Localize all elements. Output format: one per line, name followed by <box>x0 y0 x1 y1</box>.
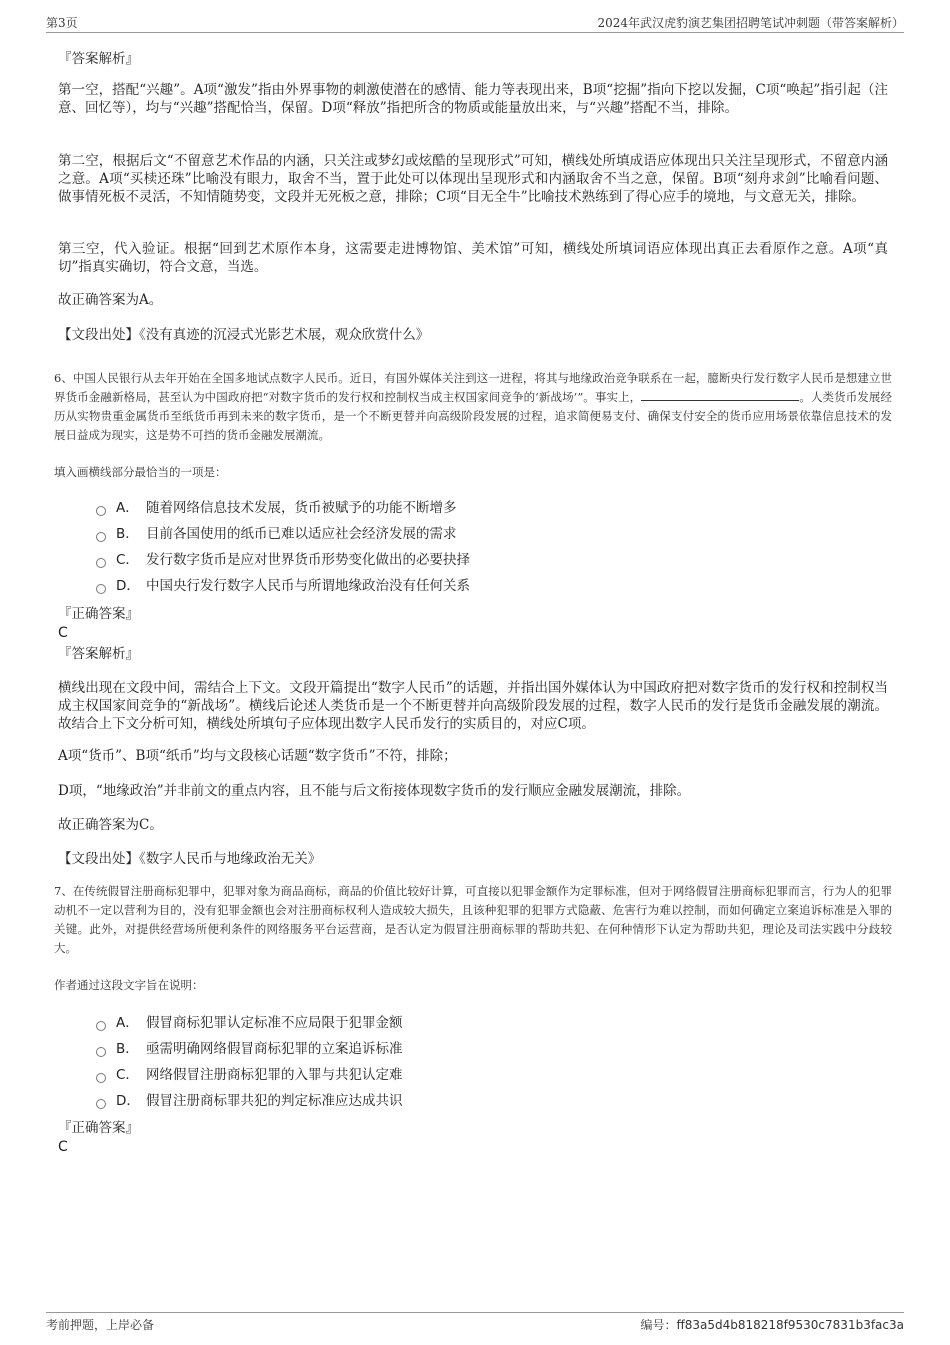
option-letter: A． <box>116 1015 139 1031</box>
q5-conclusion: 故正确答案为A。 <box>58 292 163 308</box>
option-letter: A． <box>116 500 139 516</box>
q6-option-c[interactable] <box>96 547 856 573</box>
option-text: 假冒商标犯罪认定标准不应局限于犯罪金额 <box>146 1015 403 1031</box>
q6-conclusion: 故正确答案为C。 <box>58 817 163 833</box>
radio-icon[interactable] <box>96 558 106 568</box>
q6-answer-label: 『正确答案』 <box>58 606 139 622</box>
page-footer <box>46 1312 904 1333</box>
option-letter: C． <box>116 1067 139 1083</box>
q7-option-b[interactable] <box>96 1036 856 1062</box>
q6-answer: C <box>58 625 68 641</box>
option-text: 网络假冒注册商标犯罪的入罪与共犯认定难 <box>146 1067 403 1083</box>
radio-icon[interactable] <box>96 1021 106 1031</box>
page-header <box>46 12 904 33</box>
option-text: 假冒注册商标罪共犯的判定标准应达成共识 <box>146 1093 403 1109</box>
radio-icon[interactable] <box>96 506 106 516</box>
q5-analysis-paragraph-3: 第三空，代入验证。根据“回到艺术原作本身，这需要走进博物馆、美术馆”可知，横线处所填词语应体现出真正去看原作之意。A项“真切”指真实确切，符合文意，当选。 <box>58 241 888 275</box>
q5-source: 【文段出处】《没有真迹的沉浸式光影艺术展，观众欣赏什么》 <box>58 327 430 343</box>
q7-options <box>96 1010 856 1114</box>
option-letter: D． <box>116 578 140 594</box>
q5-analysis-paragraph-1: 第一空，搭配“兴趣”。A项“激发”指由外界事物的刺激使潜在的感情、能力等表现出来，B项“挖掘”指向下挖以发掘，C项“唤起”指引起（注意、回忆等），均与“兴趣”搭配恰当，保留。D项“释放”指把所含的物质或能量放出来，与“兴趣”搭配不当，排除。 <box>58 82 888 116</box>
q7-answer-label: 『正确答案』 <box>58 1120 139 1136</box>
option-letter: B． <box>116 1041 139 1057</box>
radio-icon[interactable] <box>96 1073 106 1083</box>
q6-analysis-paragraph-1: 横线出现在文段中间，需结合上下文。文段开篇提出“数字人民币”的话题，并指出国外媒体认为中国政府把对数字货币的发行权和控制权当成主权国家间竞争的“新战场”。横线后论述人类货币是一个不断更替并向高级阶段发展的过程，数字人民币的发行是货币金融发展的潮流。故结合上下文分析可知，横线处所填句子应体现出数字人民币发行的实质目的，对应C项。 <box>58 680 888 732</box>
radio-icon[interactable] <box>96 532 106 542</box>
q6-stem <box>54 369 892 445</box>
option-letter: C． <box>116 552 139 568</box>
q5-analysis-label: 『答案解析』 <box>58 51 139 67</box>
q6-blank-line <box>641 388 799 401</box>
option-letter: D． <box>116 1093 140 1109</box>
q6-source: 【文段出处】《数字人民币与地缘政治无关》 <box>58 851 322 867</box>
radio-icon[interactable] <box>96 1099 106 1109</box>
option-text: 随着网络信息技术发展，货币被赋予的功能不断增多 <box>146 500 457 516</box>
q7-stem: 7、在传统假冒注册商标犯罪中，犯罪对象为商品商标，商品的价值比较好计算，可直接以犯罪金额作为定罪标准，但对于网络假冒注册商标犯罪而言，行为人的犯罪动机不一定以营利为目的，没有犯罪金额也会对注册商标权利人造成较大损失，且该种犯罪的犯罪方式隐蔽、危害行为难以控制，而如何确定立案追诉标准是入罪的关键。此外，对提供经营场所便利条件的网络服务平台运营商，是否认定为假冒注册商标罪的帮助共犯、在何种情形下认定为帮助共犯，理论及司法实践中分歧较大。 <box>54 884 892 955</box>
q7-answer: C <box>58 1139 68 1155</box>
document-id <box>640 1316 904 1333</box>
q5-analysis-paragraph-2: 第二空，根据后文“不留意艺术作品的内涵，只关注或梦幻或炫酷的呈现形式”可知，横线处所填成语应体现出只关注呈现形式，不留意内涵之意。A项“买椟还珠”比喻没有眼力，取舍不当，置于此处可以体现出呈现形式和内涵取舍不当之意，保留。B项“刻舟求剑”比喻看问题、做事情死板不灵活，不知情随势变，文段并无死板之意，排除；C项“目无全牛”比喻技术熟练到了得心应手的境地，与文意无关，排除。 <box>58 153 888 205</box>
option-text: 中国央行发行数字人民币与所谓地缘政治没有任何关系 <box>146 578 470 594</box>
option-text: 亟需明确网络假冒商标犯罪的立案追诉标准 <box>146 1041 403 1057</box>
radio-icon[interactable] <box>96 1047 106 1057</box>
q6-options <box>96 495 856 599</box>
q7-option-d[interactable] <box>96 1088 856 1114</box>
option-text: 目前各国使用的纸币已难以适应社会经济发展的需求 <box>146 526 457 542</box>
document-id-value: ff83a5d4b818218f9530c7831b3fac3a <box>676 1318 904 1332</box>
q7-option-c[interactable] <box>96 1062 856 1088</box>
q6-analysis-label: 『答案解析』 <box>58 646 139 662</box>
q6-analysis-paragraph-2: A项“货币”、B项“纸币”均与文段核心话题“数字货币”不符，排除； <box>58 748 457 764</box>
q6-stem-part-2: 。人类货币发展经历从实物贵重金属货币至纸货币再到未来的数字货币，是一个不断更替并向高级阶段发展的过程，追求简便易支付、确保支付安全的货币应用场景依靠信息技术的发展日益成为现实，这是势不可挡的货币金融发展潮流。 <box>54 390 892 442</box>
page-number: 第3页 <box>46 16 78 30</box>
document-id-label: 编号： <box>640 1318 677 1332</box>
document-title: 2024年武汉虎豹演艺集团招聘笔试冲刺题（带答案解析） <box>597 16 904 30</box>
radio-icon[interactable] <box>96 584 106 594</box>
option-text: 发行数字货币是应对世界货币形势变化做出的必要抉择 <box>146 552 470 568</box>
q7-option-a[interactable] <box>96 1010 856 1036</box>
q6-option-b[interactable] <box>96 521 856 547</box>
q6-prompt: 填入画横线部分最恰当的一项是： <box>54 465 227 479</box>
q6-analysis-paragraph-3: D项，“地缘政治”并非前文的重点内容，且不能与后文衔接体现数字货币的发行顺应金融发展潮流，排除。 <box>58 783 691 799</box>
q6-option-d[interactable] <box>96 573 856 599</box>
option-letter: B． <box>116 526 139 542</box>
q6-option-a[interactable] <box>96 495 856 521</box>
q7-prompt: 作者通过这段文字旨在说明： <box>54 978 204 992</box>
q6-stem-part-1: 6、中国人民银行从去年开始在全国多地试点数字人民币。近日，有国外媒体关注到这一进程，将其与地缘政治竞争联系在一起，臆断央行发行数字人民币是想建立世界货币金融新格局，甚至认为中国政府把“对数字货币的发行权和控制权当成主权国家间竞争的‘新战场’”。事实上， <box>54 371 892 404</box>
footer-slogan: 考前押题，上岸必备 <box>46 1318 155 1332</box>
